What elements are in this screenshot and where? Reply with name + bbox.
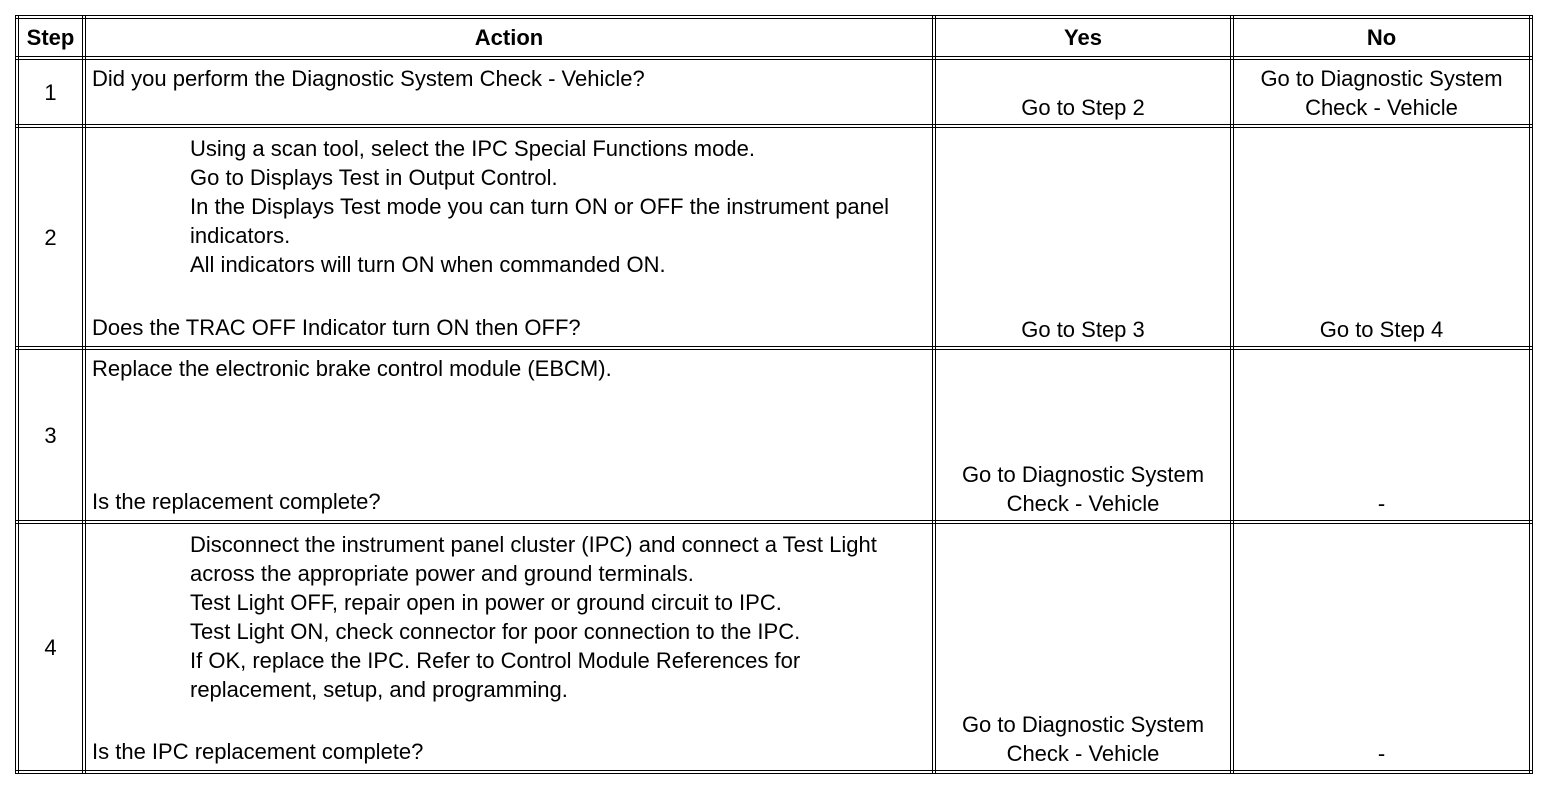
instruction-line: Disconnect the instrument panel cluster (IPC) and connect a Test Light across the appropriate power and ground terminals.: [190, 532, 877, 586]
action-question: Did you perform the Diagnostic System Check - Vehicle?: [92, 66, 645, 91]
header-no: No: [1232, 17, 1531, 58]
yes-outcome: Go to Diagnostic System Check - Vehicle: [934, 348, 1232, 522]
action-instruction: Replace the electronic brake control module (EBCM).: [92, 356, 612, 381]
header-yes: Yes: [934, 17, 1232, 58]
yes-outcome: Go to Step 2: [934, 58, 1232, 126]
instruction-line: All indicators will turn ON when commanded ON.: [190, 252, 666, 277]
header-row: [17, 17, 1531, 58]
table-row: [17, 348, 1531, 522]
action-question: Is the replacement complete?: [92, 489, 381, 514]
no-outcome: Go to Diagnostic System Check - Vehicle: [1232, 58, 1531, 126]
action-question: Is the IPC replacement complete?: [92, 739, 424, 764]
action-cell: [84, 126, 934, 348]
step-number: 1: [17, 58, 84, 126]
step-number: 3: [17, 348, 84, 522]
instruction-line: Test Light OFF, repair open in power or ground circuit to IPC.: [190, 590, 782, 615]
diagnostic-table: [15, 15, 1533, 774]
instruction-line: Using a scan tool, select the IPC Special Functions mode.: [190, 136, 755, 161]
header-action: Action: [84, 17, 934, 58]
instruction-list: [86, 524, 932, 704]
table-row: [17, 126, 1531, 348]
action-cell: [84, 58, 934, 126]
step-number: 4: [17, 522, 84, 772]
no-outcome: -: [1232, 522, 1531, 772]
header-step: Step: [17, 17, 84, 58]
step-number: 2: [17, 126, 84, 348]
action-cell: [84, 348, 934, 522]
action-cell: [84, 522, 934, 772]
instruction-line: Test Light ON, check connector for poor connection to the IPC.: [190, 619, 801, 644]
table-row: [17, 58, 1531, 126]
no-outcome: -: [1232, 348, 1531, 522]
yes-outcome: Go to Step 3: [934, 126, 1232, 348]
table-row: [17, 522, 1531, 772]
instruction-list: [86, 128, 932, 279]
yes-outcome: Go to Diagnostic System Check - Vehicle: [934, 522, 1232, 772]
instruction-line: In the Displays Test mode you can turn ON or OFF the instrument panel indicators.: [190, 194, 890, 248]
no-outcome: Go to Step 4: [1232, 126, 1531, 348]
action-question: Does the TRAC OFF Indicator turn ON then OFF?: [92, 315, 581, 340]
instruction-line: Go to Displays Test in Output Control.: [190, 165, 558, 190]
instruction-line: If OK, replace the IPC. Refer to Control Module References for replacement, setup, and programming.: [190, 648, 801, 702]
